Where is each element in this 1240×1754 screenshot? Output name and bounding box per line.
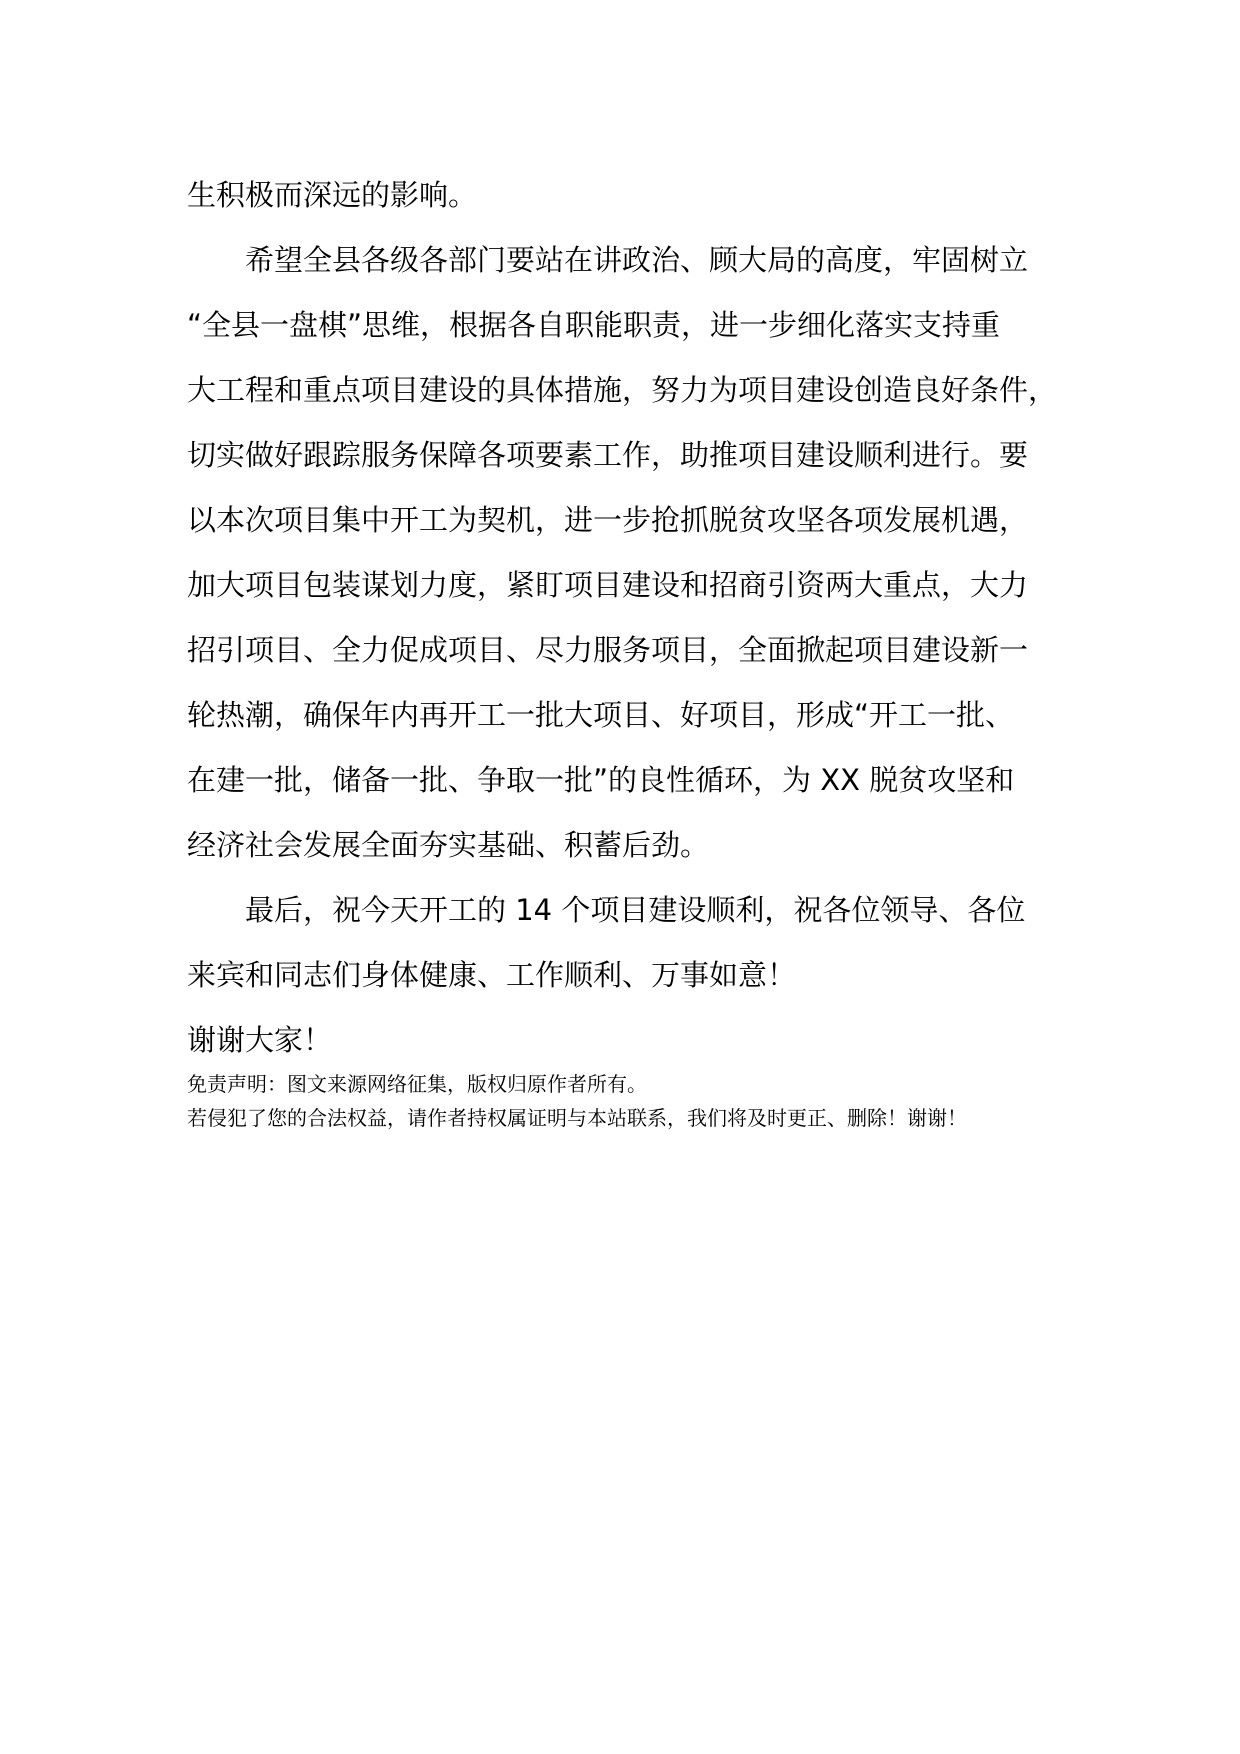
closing-line: 谢谢大家！ xyxy=(187,1023,333,1057)
body-line: 大工程和重点项目建设的具体措施，努力为项目建设创造良好条件， xyxy=(187,373,1058,407)
body-line: 来宾和同志们身体健康、工作顺利、万事如意！ xyxy=(187,958,797,992)
body-line: 生积极而深远的影响。 xyxy=(187,178,478,212)
body-line: 轮热潮，确保年内再开工一批大项目、好项目，形成“开工一批、 xyxy=(187,698,1015,732)
body-line: 以本次项目集中开工为契机，进一步抢抓脱贫攻坚各项发展机遇， xyxy=(187,503,1029,537)
body-line: 经济社会发展全面夯实基础、积蓄后劲。 xyxy=(187,828,710,862)
body-line: 招引项目、全力促成项目、尽力服务项目，全面掀起项目建设新一 xyxy=(187,633,1029,667)
body-line: “全县一盘棋”思维，根据各自职能职责，进一步细化落实支持重 xyxy=(187,308,1001,342)
body-line: 在建一批，储备一批、争取一批”的良性循环，为 XX 脱贫攻坚和 xyxy=(187,763,1015,797)
body-line: 切实做好跟踪服务保障各项要素工作，助推项目建设顺利进行。要 xyxy=(187,438,1029,472)
body-line: 希望全县各级各部门要站在讲政治、顾大局的高度，牢固树立 xyxy=(187,243,1029,277)
body-line: 最后，祝今天开工的 14 个项目建设顺利，祝各位领导、各位 xyxy=(187,893,1026,927)
disclaimer-line: 免责声明：图文来源网络征集，版权归原作者所有。 xyxy=(187,1072,647,1096)
body-line: 加大项目包装谋划力度，紧盯项目建设和招商引资两大重点，大力 xyxy=(187,568,1029,602)
disclaimer-line: 若侵犯了您的合法权益，请作者持权属证明与本站联系，我们将及时更正、删除！谢谢！ xyxy=(187,1106,967,1130)
